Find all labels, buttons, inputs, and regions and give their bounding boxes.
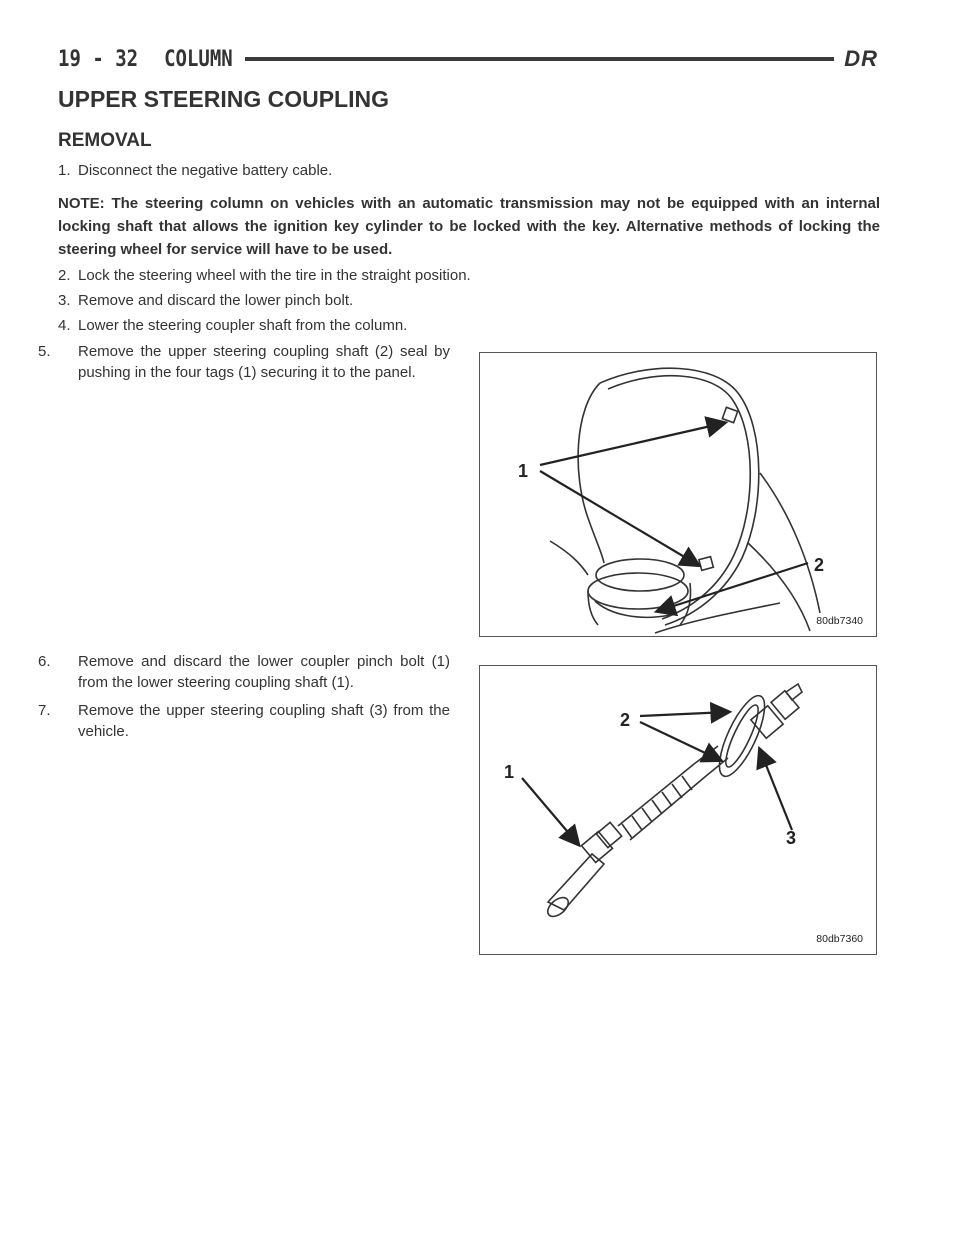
page-title: UPPER STEERING COUPLING [58,86,389,112]
shaft-illustration [480,666,876,954]
step-1 [58,160,332,181]
step-number: 1. [58,162,71,179]
step-text: Remove and discard the lower coupler pinch bolt (1) from the lower steering coupling shaft (1). [78,653,450,691]
page-header [58,44,878,74]
callout-3: 3 [786,828,797,848]
step-text: Lower the steering coupler shaft from the column. [78,317,408,334]
step-number: 3. [58,292,71,309]
figure-coupling-shaft [479,665,877,955]
step-2 [58,265,471,286]
callout-1: 1 [518,461,529,481]
step-number: 7. [38,702,51,719]
model-code: DR [844,46,878,71]
step-text: Lock the steering wheel with the tire in the straight position. [78,267,471,284]
step-number: 5. [38,343,51,360]
step-3 [58,290,353,311]
callout-2: 2 [620,710,631,730]
seal-illustration [480,353,876,636]
step-5 [38,341,450,383]
note-paragraph: NOTE: The steering column on vehicles with an automatic transmission may not be equipped with an internal locking shaft that allows the ignition key cylinder to be locked with the key. Alternative methods of locking the steering wheel for service will have to be used. [58,195,880,258]
step-7 [38,700,450,742]
figure-seal-tags [479,352,877,637]
page-number: 19 - 32 [58,46,139,72]
step-number: 2. [58,267,71,284]
section-name: COLUMN [164,46,233,72]
figure-code: 80db7360 [816,933,863,945]
step-text: Remove the upper steering coupling shaft (3) from the vehicle. [78,702,450,740]
step-number: 6. [38,653,51,670]
step-4 [58,315,407,336]
step-6 [38,651,450,693]
step-number: 4. [58,317,71,334]
step-text: Remove and discard the lower pinch bolt. [78,292,354,309]
section-subtitle: REMOVAL [58,130,152,151]
callout-2: 2 [814,555,825,575]
step-text: Disconnect the negative battery cable. [78,162,333,179]
header-rule [245,57,835,61]
figure-code: 80db7340 [816,615,863,627]
callout-1: 1 [504,762,515,782]
step-text: Remove the upper steering coupling shaft (2) seal by pushing in the four tags (1) securing it to the panel. [78,343,450,381]
